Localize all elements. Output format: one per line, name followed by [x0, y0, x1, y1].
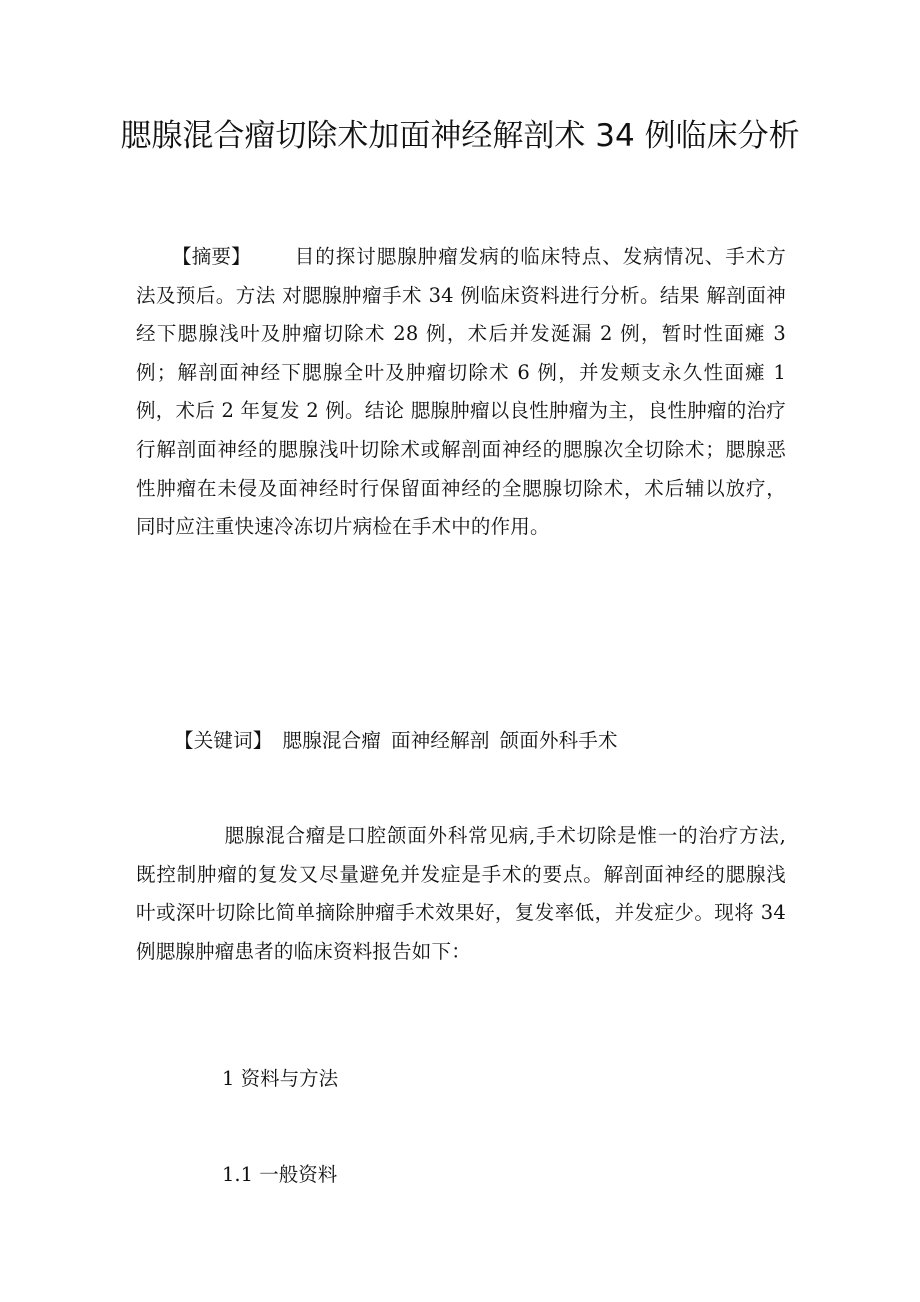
abstract-paragraph — [136, 238, 786, 547]
keyword-item: 颌面外科手术 — [499, 729, 618, 752]
section-heading-1: 1 资料与方法 — [222, 1067, 339, 1090]
intro-paragraph — [136, 817, 786, 971]
intro-text: 腮腺混合瘤是口腔颌面外科常见病,手术切除是惟一的治疗方法,既控制肿瘤的复发又尽量避免并发症是手术的要点。解剖面神经的腮腺浅叶或深叶切除比简单摘除肿瘤手术效果好，复发率低，并发症少。现将 34 例腮腺肿瘤患者的临床资料报告如下： — [136, 824, 786, 963]
section-heading-1-1: 1.1 一般资料 — [222, 1163, 338, 1186]
keyword-item: 腮腺混合瘤 — [282, 729, 382, 752]
abstract-label: 【摘要】 — [172, 245, 251, 268]
keywords-paragraph — [136, 722, 786, 761]
keywords-label: 【关键词】 — [174, 729, 273, 752]
keyword-item: 面神经解剖 — [391, 729, 490, 752]
abstract-text: 目的探讨腮腺肿瘤发病的临床特点、发病情况、手术方法及预后。方法 对腮腺肿瘤手术 34 例临床资料进行分析。结果 解剖面神经下腮腺浅叶及肿瘤切除术 28 例，术后并发涎漏 2 例，暂时性面瘫 3 例；解剖面神经下腮腺全叶及肿瘤切除术 6 例，并发颊支永久性面瘫 1 例，术后 2 年复发 2 例。结论 腮腺肿瘤以良性肿瘤为主，良性肿瘤的治疗行解剖面神经的腮腺浅叶切除术或解剖面神经的腮腺次全切除术；腮腺恶性肿瘤在未侵及面神经时行保留面神经的全腮腺切除术，术后辅以放疗，同时应注重快速冷冻切片病检在手术中的作用。 — [136, 245, 786, 539]
document-title: 腮腺混合瘤切除术加面神经解剖术 34 例临床分析 — [120, 118, 800, 154]
